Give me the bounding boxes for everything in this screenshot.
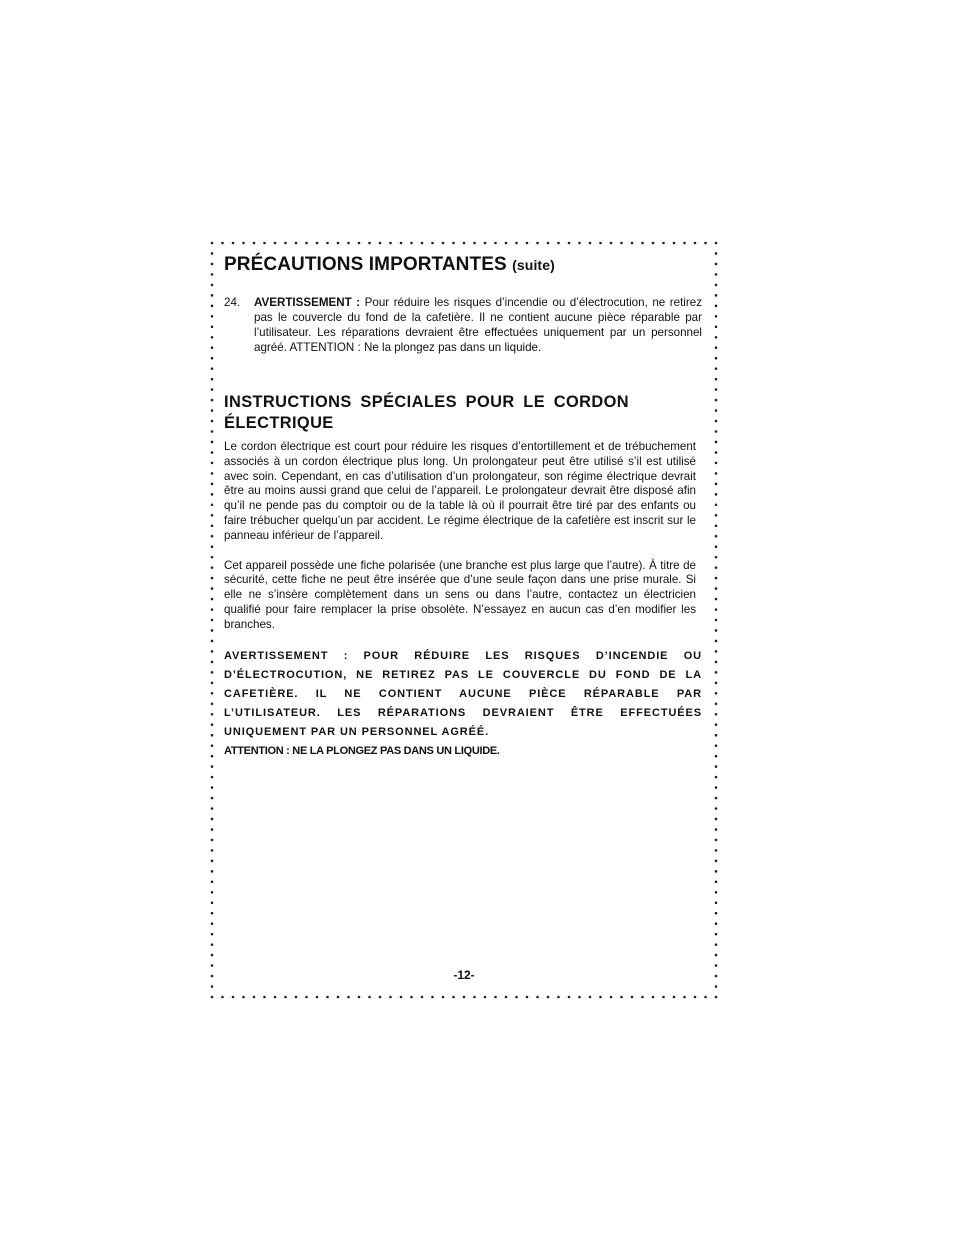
- border-dot: [589, 996, 592, 999]
- border-dot: [715, 367, 718, 370]
- border-dot: [484, 242, 487, 245]
- border-dot: [494, 242, 497, 245]
- border-dot: [211, 828, 214, 831]
- border-dot: [211, 786, 214, 789]
- border-dot: [547, 242, 550, 245]
- border-dot: [652, 996, 655, 999]
- border-dot: [211, 315, 214, 318]
- border-dot: [568, 242, 571, 245]
- border-dot: [211, 985, 214, 988]
- cord-paragraph-1: Le cordon électrique est court pour réduire les risques d’entortillement et de trébuchement associés à un cordon électrique plus long. Un prolongateur peut être utilisé s’il est utilisé avec soin. Cependant, en cas d’utilisation d’un prolongateur, son régime électrique devrait être au moins aussi grand que celui de l’appareil. Le prolongateur devrait être disposé afin qu’il ne pende pas du comptoir ou de la table là où il pourrait être tiré par des enfants ou faire trébucher quelqu’un par accident. Le régime électrique de la cafetière est inscrit sur le panneau inférieur de l’appareil.: [224, 440, 696, 542]
- border-dot: [211, 713, 214, 716]
- border-dot: [641, 242, 644, 245]
- border-dot: [683, 242, 686, 245]
- border-dot: [715, 661, 718, 664]
- border-dot: [715, 723, 718, 726]
- border-dot: [211, 545, 214, 548]
- border-dot: [211, 922, 214, 925]
- border-dot: [211, 723, 214, 726]
- border-dot: [715, 891, 718, 894]
- border-dot: [715, 682, 718, 685]
- border-dot: [400, 242, 403, 245]
- border-dot: [715, 535, 718, 538]
- border-dot: [284, 242, 287, 245]
- border-dot: [211, 744, 214, 747]
- title-suffix: (suite): [512, 257, 555, 273]
- border-dot: [379, 996, 382, 999]
- border-dot: [295, 996, 298, 999]
- border-dot: [211, 252, 214, 255]
- border-dot: [421, 242, 424, 245]
- border-dot: [347, 242, 350, 245]
- border-dot: [620, 996, 623, 999]
- border-dot: [715, 451, 718, 454]
- border-dot: [221, 996, 224, 999]
- border-dot: [232, 996, 235, 999]
- border-dot: [211, 629, 214, 632]
- list-item-24: [224, 295, 702, 355]
- border-dot: [242, 996, 245, 999]
- border-dot: [211, 964, 214, 967]
- border-dot: [211, 797, 214, 800]
- border-dot: [211, 378, 214, 381]
- border-dot: [211, 891, 214, 894]
- border-dot: [505, 242, 508, 245]
- border-dot: [400, 996, 403, 999]
- page-title: [224, 253, 702, 277]
- border-dot: [715, 441, 718, 444]
- border-dot: [211, 702, 214, 705]
- border-dot: [316, 242, 319, 245]
- cord-paragraph-2: Cet appareil possède une fiche polarisée (une branche est plus large que l’autre). À titre de sécurité, cette fiche ne peut être insérée que d’une seule façon dans une prise murale. Si elle ne s’insère complètement dans un sens ou dans l’autre, contactez un électricien qualifié pour faire remplacer la prise obsolète. N’essayez en aucun cas d’en modifier les branches.: [224, 558, 696, 631]
- border-dot: [211, 420, 214, 423]
- border-dot: [589, 242, 592, 245]
- border-dot: [211, 734, 214, 737]
- border-dot: [211, 598, 214, 601]
- border-dot: [431, 242, 434, 245]
- border-dot: [715, 713, 718, 716]
- border-dot: [715, 786, 718, 789]
- border-dot: [211, 587, 214, 590]
- border-dot: [410, 242, 413, 245]
- border-dot: [452, 996, 455, 999]
- page-number: -12-: [453, 968, 475, 982]
- border-dot: [515, 996, 518, 999]
- border-dot: [715, 671, 718, 674]
- title-text: PRÉCAUTIONS IMPORTANTES: [224, 254, 507, 275]
- border-dot: [715, 734, 718, 737]
- border-dot: [211, 524, 214, 527]
- border-dot: [442, 242, 445, 245]
- border-dot: [326, 242, 329, 245]
- border-dot: [211, 493, 214, 496]
- border-dot: [211, 430, 214, 433]
- border-dot: [211, 472, 214, 475]
- border-dot: [578, 242, 581, 245]
- border-dot: [715, 504, 718, 507]
- border-dot: [347, 996, 350, 999]
- border-dot: [715, 755, 718, 758]
- border-dot: [715, 483, 718, 486]
- border-dot: [526, 242, 529, 245]
- border-dot: [715, 346, 718, 349]
- border-dot: [389, 996, 392, 999]
- border-dot: [494, 996, 497, 999]
- border-dot: [211, 996, 214, 999]
- border-dot: [253, 242, 256, 245]
- border-dot: [358, 996, 361, 999]
- border-dot: [547, 996, 550, 999]
- border-dot: [211, 619, 214, 622]
- border-dot: [715, 378, 718, 381]
- border-dot: [211, 839, 214, 842]
- border-dot: [473, 242, 476, 245]
- border-dot: [599, 242, 602, 245]
- border-dot: [715, 284, 718, 287]
- border-dot: [211, 692, 214, 695]
- border-dot: [715, 545, 718, 548]
- border-dot: [211, 661, 214, 664]
- border-dot: [715, 849, 718, 852]
- border-dot: [473, 996, 476, 999]
- border-dot: [620, 242, 623, 245]
- page-content: [224, 253, 702, 761]
- border-dot: [211, 671, 214, 674]
- border-dot: [211, 870, 214, 873]
- border-dot: [715, 472, 718, 475]
- border-dot: [715, 650, 718, 653]
- border-dot: [211, 881, 214, 884]
- border-dot: [337, 996, 340, 999]
- border-dot: [211, 535, 214, 538]
- border-dot: [442, 996, 445, 999]
- border-dot: [484, 996, 487, 999]
- border-dot: [368, 996, 371, 999]
- border-dot: [715, 325, 718, 328]
- border-dot: [211, 577, 214, 580]
- border-dot: [715, 263, 718, 266]
- border-dot: [557, 242, 560, 245]
- border-dot: [715, 985, 718, 988]
- border-dot: [715, 577, 718, 580]
- border-dot: [211, 504, 214, 507]
- border-dot: [358, 242, 361, 245]
- border-dot: [715, 514, 718, 517]
- border-dot: [211, 451, 214, 454]
- border-dot: [211, 263, 214, 266]
- border-dot: [694, 996, 697, 999]
- border-dot: [715, 640, 718, 643]
- border-dot: [673, 242, 676, 245]
- border-dot: [211, 608, 214, 611]
- border-dot: [704, 996, 707, 999]
- border-dot: [715, 305, 718, 308]
- border-dot: [631, 242, 634, 245]
- border-dot: [715, 765, 718, 768]
- border-dot: [211, 807, 214, 810]
- border-dot: [715, 608, 718, 611]
- border-dot: [715, 901, 718, 904]
- border-dot: [211, 367, 214, 370]
- border-dot: [211, 818, 214, 821]
- border-dot: [599, 996, 602, 999]
- border-dot: [253, 996, 256, 999]
- border-dot: [715, 587, 718, 590]
- border-dot: [211, 640, 214, 643]
- border-dot: [715, 744, 718, 747]
- border-dot: [211, 388, 214, 391]
- border-dot: [211, 325, 214, 328]
- border-dot: [715, 828, 718, 831]
- border-dot: [715, 629, 718, 632]
- border-dot: [295, 242, 298, 245]
- border-dot: [715, 462, 718, 465]
- border-dot: [211, 346, 214, 349]
- border-dot: [211, 294, 214, 297]
- border-dot: [715, 493, 718, 496]
- warning-block: AVERTISSEMENT : POUR RÉDUIRE LES RISQUES D’INCENDIE OU D’ÉLECTROCUTION, NE RETIREZ PAS LE COUVERCLE DU FOND DE LA CAFETIÈRE. IL NE CONTIENT AUCUNE PIÈCE RÉPARABLE PAR L’UTILISATEUR. LES RÉPARATIONS DEVRAIENT ÊTRE EFFECTUÉES UNIQUEMENT PAR UN PERSONNEL AGRÉÉ.: [224, 649, 702, 738]
- border-dot: [211, 556, 214, 559]
- border-dot: [274, 242, 277, 245]
- border-dot: [211, 462, 214, 465]
- border-dot: [536, 242, 539, 245]
- border-dot: [715, 315, 718, 318]
- border-dot: [211, 954, 214, 957]
- border-dot: [211, 776, 214, 779]
- border-dot: [211, 409, 214, 412]
- border-dot: [211, 514, 214, 517]
- border-dot: [715, 912, 718, 915]
- border-dot: [211, 441, 214, 444]
- border-dot: [211, 755, 214, 758]
- border-dot: [715, 954, 718, 957]
- border-dot: [715, 409, 718, 412]
- border-dot: [305, 996, 308, 999]
- border-dot: [662, 242, 665, 245]
- border-dot: [211, 336, 214, 339]
- border-dot: [410, 996, 413, 999]
- border-dot: [211, 305, 214, 308]
- border-dot: [715, 336, 718, 339]
- border-dot: [715, 776, 718, 779]
- border-dot: [610, 242, 613, 245]
- border-dot: [389, 242, 392, 245]
- border-dot: [715, 357, 718, 360]
- attention-line: ATTENTION : NE LA PLONGEZ PAS DANS UN LIQUIDE.: [224, 744, 500, 757]
- border-dot: [578, 996, 581, 999]
- border-dot: [242, 242, 245, 245]
- item-body: Pour réduire les risques d’incendie ou d’électrocution, ne retirez pas le couvercle du fond de la cafetière. Il ne contient aucune pièce réparable par l’utilisateur. Les réparations devraient être effectuées uniquement par un personnel agréé. ATTENTION : Ne la plongez pas dans un liquide.: [254, 296, 702, 354]
- border-dot: [715, 996, 718, 999]
- border-dot: [715, 566, 718, 569]
- border-dot: [557, 996, 560, 999]
- border-dot: [715, 252, 718, 255]
- border-dot: [211, 273, 214, 276]
- border-dot: [631, 996, 634, 999]
- border-dot: [211, 650, 214, 653]
- border-dot: [536, 996, 539, 999]
- border-dot: [263, 996, 266, 999]
- border-dot: [715, 933, 718, 936]
- border-dot: [715, 598, 718, 601]
- border-dot: [211, 943, 214, 946]
- border-dot: [715, 273, 718, 276]
- border-dot: [211, 242, 214, 245]
- border-dot: [715, 692, 718, 695]
- border-dot: [673, 996, 676, 999]
- border-dot: [211, 765, 214, 768]
- border-dot: [715, 556, 718, 559]
- border-dot: [715, 870, 718, 873]
- border-dot: [421, 996, 424, 999]
- border-dot: [715, 242, 718, 245]
- border-dot: [211, 849, 214, 852]
- border-dot: [715, 388, 718, 391]
- border-dot: [211, 933, 214, 936]
- border-dot: [715, 420, 718, 423]
- border-dot: [211, 860, 214, 863]
- border-dot: [715, 860, 718, 863]
- border-dot: [211, 483, 214, 486]
- border-dot: [694, 242, 697, 245]
- border-dot: [715, 524, 718, 527]
- border-dot: [379, 242, 382, 245]
- border-dot: [715, 619, 718, 622]
- border-dot: [211, 284, 214, 287]
- border-dot: [568, 996, 571, 999]
- border-dot: [211, 566, 214, 569]
- item-number: 24.: [224, 296, 241, 309]
- border-dot: [610, 996, 613, 999]
- border-dot: [211, 357, 214, 360]
- border-dot: [715, 430, 718, 433]
- border-dot: [662, 996, 665, 999]
- cord-section-heading: INSTRUCTIONS SPÉCIALES POUR LE CORDON ÉLECTRIQUE: [224, 393, 629, 432]
- border-dot: [715, 943, 718, 946]
- border-dot: [641, 996, 644, 999]
- border-dot: [463, 996, 466, 999]
- dotted-border-frame: [210, 241, 718, 999]
- border-dot: [715, 818, 718, 821]
- border-dot: [326, 996, 329, 999]
- border-dot: [368, 242, 371, 245]
- border-dot: [704, 242, 707, 245]
- border-dot: [652, 242, 655, 245]
- border-dot: [715, 797, 718, 800]
- border-dot: [211, 901, 214, 904]
- border-dot: [232, 242, 235, 245]
- border-dot: [683, 996, 686, 999]
- border-dot: [463, 242, 466, 245]
- border-dot: [452, 242, 455, 245]
- border-dot: [715, 807, 718, 810]
- border-dot: [505, 996, 508, 999]
- border-dot: [715, 922, 718, 925]
- border-dot: [274, 996, 277, 999]
- border-dot: [715, 839, 718, 842]
- border-dot: [715, 964, 718, 967]
- border-dot: [263, 242, 266, 245]
- border-dot: [211, 912, 214, 915]
- border-dot: [715, 881, 718, 884]
- item-text: [254, 295, 702, 355]
- border-dot: [211, 399, 214, 402]
- border-dot: [526, 996, 529, 999]
- border-dot: [715, 399, 718, 402]
- border-dot: [284, 996, 287, 999]
- item-lead: AVERTISSEMENT :: [254, 296, 361, 309]
- border-dot: [211, 682, 214, 685]
- border-dot: [337, 242, 340, 245]
- border-dot: [715, 294, 718, 297]
- border-dot: [431, 996, 434, 999]
- border-dot: [515, 242, 518, 245]
- border-dot: [316, 996, 319, 999]
- border-dot: [715, 702, 718, 705]
- border-dot: [305, 242, 308, 245]
- border-dot: [221, 242, 224, 245]
